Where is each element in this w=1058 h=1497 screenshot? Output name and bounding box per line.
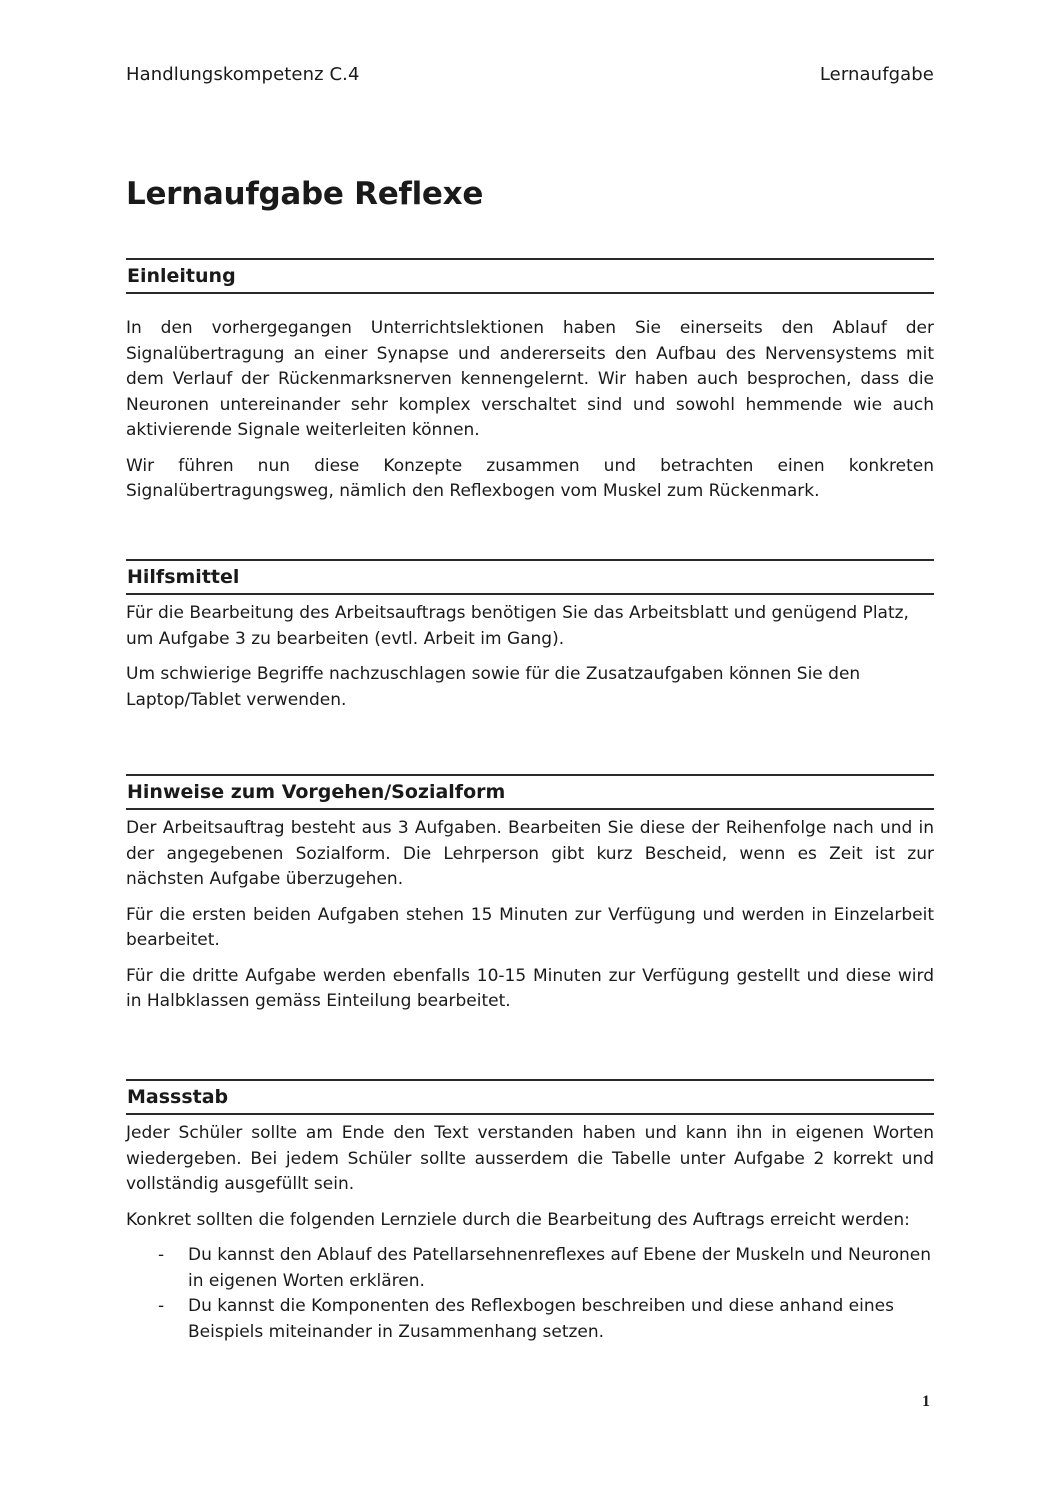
- paragraph: Der Arbeitsauftrag besteht aus 3 Aufgaben. Bearbeiten Sie diese der Reihenfolge nach und in der angegebenen Sozialform. Die Lehrperson gibt kurz Bescheid, wenn es Zeit ist zur nächsten Aufgabe überzugehen.: [126, 818, 934, 889]
- paragraph: Konkret sollten die folgenden Lernziele durch die Bearbeitung des Auftrags erreicht werden:: [126, 1209, 910, 1230]
- section-body: [126, 816, 934, 1015]
- section-body: [126, 316, 934, 505]
- list-item: [126, 1294, 934, 1345]
- list-item-text: Du kannst den Ablauf des Patellarsehnenreflexes auf Ebene der Muskeln und Neuronen in eigenen Worten erklären.: [188, 1245, 932, 1291]
- section-heading: Einleitung: [126, 258, 934, 294]
- paragraph: Für die Bearbeitung des Arbeitsauftrags benötigen Sie das Arbeitsblatt und genügend Platz, um Aufgabe 3 zu bearbeiten (evtl. Arbeit im Gang).: [126, 603, 909, 649]
- section-heading: Hinweise zum Vorgehen/Sozialform: [126, 774, 934, 810]
- section-hinweise: [126, 774, 934, 1025]
- section-heading: Massstab: [126, 1079, 934, 1115]
- list-item-text: Du kannst die Komponenten des Reflexbogen beschreiben und diese anhand eines Beispiels miteinander in Zusammenhang setzen.: [188, 1296, 894, 1342]
- paragraph: In den vorhergegangen Unterrichtslektionen haben Sie einerseits den Ablauf der Signalübertragung an einer Synapse und andererseits den Aufbau des Nervensystems mit dem Verlauf der Rückenmarksnerven kennengelernt. Wir haben auch besprochen, dass die Neuronen untereinander sehr komplex verschaltet sind und sowohl hemmende wie auch aktivierende Signale weiterleiten können.: [126, 318, 934, 440]
- section-massstab: [126, 1079, 934, 1345]
- document-title: Lernaufgabe Reflexe: [126, 176, 484, 212]
- paragraph: Wir führen nun diese Konzepte zusammen und betrachten einen konkreten Signalübertragungsweg, nämlich den Reflexbogen vom Muskel zum Rückenmark.: [126, 455, 934, 501]
- section-body: [126, 601, 934, 713]
- paragraph: Jeder Schüler sollte am Ende den Text verstanden haben und kann ihn in eigenen Worten wiedergeben. Bei jedem Schüler sollte ausserdem die Tabelle unter Aufgabe 2 korrekt und vollständig ausgefüllt sein.: [126, 1123, 934, 1194]
- header-left-text: Handlungskompetenz C.4: [126, 64, 360, 85]
- running-header: [126, 64, 934, 85]
- list-item: [126, 1243, 934, 1294]
- paragraph: Für die dritte Aufgabe werden ebenfalls 10-15 Minuten zur Verfügung gestellt und diese wird in Halbklassen gemäss Einteilung bearbeitet.: [126, 965, 934, 1011]
- paragraph: Für die ersten beiden Aufgaben stehen 15 Minuten zur Verfügung und werden in Einzelarbeit bearbeitet.: [126, 904, 934, 950]
- learning-goals-list: [126, 1243, 934, 1345]
- list-bullet: -: [158, 1245, 165, 1265]
- section-body: [126, 1121, 934, 1345]
- header-right-text: Lernaufgabe: [819, 64, 934, 85]
- document-page: [126, 0, 934, 1497]
- paragraph: Um schwierige Begriffe nachzuschlagen sowie für die Zusatzaufgaben können Sie den Laptop/Tablet verwenden.: [126, 664, 861, 710]
- page-number: 1: [922, 1393, 930, 1410]
- list-bullet: -: [158, 1296, 165, 1316]
- section-einleitung: [126, 258, 934, 515]
- section-heading: Hilfsmittel: [126, 559, 934, 595]
- section-hilfsmittel: [126, 559, 934, 723]
